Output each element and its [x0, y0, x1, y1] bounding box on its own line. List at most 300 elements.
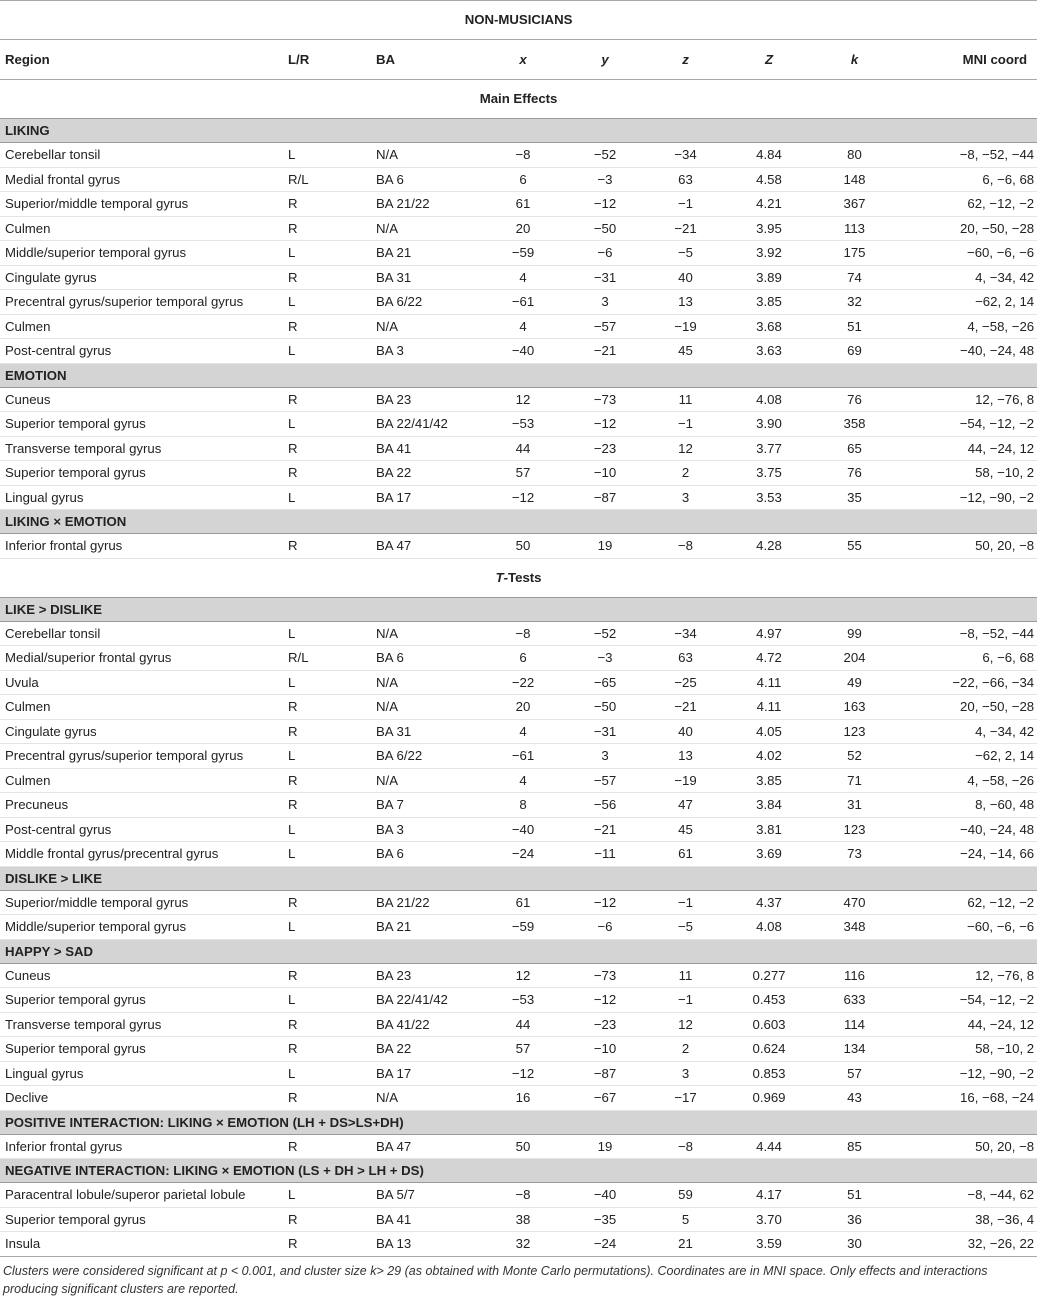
cell-z-score: 4.21 — [726, 192, 812, 217]
cell-hemisphere: L — [288, 143, 376, 168]
cell-coord-z: −8 — [645, 1134, 726, 1159]
table-row — [0, 290, 1037, 315]
table-row — [0, 412, 1037, 437]
cell-region: Lingual gyrus — [0, 485, 288, 510]
cell-coord-x: −8 — [481, 1183, 565, 1208]
group-label: POSITIVE INTERACTION: LIKING × EMOTION (LH + DS>LS+DH) — [0, 1110, 1037, 1134]
table-row — [0, 314, 1037, 339]
cell-coord-x: −12 — [481, 1061, 565, 1086]
table-row — [0, 719, 1037, 744]
ttests-heading-rest: -Tests — [503, 569, 542, 585]
cell-coord-x: −8 — [481, 143, 565, 168]
cell-coord-y: −73 — [565, 963, 645, 988]
table-row — [0, 143, 1037, 168]
group-label: LIKING × EMOTION — [0, 510, 1037, 534]
cell-mni-coord: 4, −58, −26 — [897, 768, 1037, 793]
cell-coord-z: 61 — [645, 842, 726, 867]
subheading-row — [0, 558, 1037, 597]
cell-region: Superior temporal gyrus — [0, 988, 288, 1013]
cell-cluster-size: 49 — [812, 670, 897, 695]
cell-hemisphere: R — [288, 461, 376, 486]
cell-brodmann-area: BA 41/22 — [376, 1012, 481, 1037]
table-row — [0, 621, 1037, 646]
cell-coord-y: −12 — [565, 192, 645, 217]
table-row — [0, 1183, 1037, 1208]
cell-brodmann-area: BA 47 — [376, 534, 481, 559]
cell-hemisphere: L — [288, 485, 376, 510]
cell-coord-x: 16 — [481, 1086, 565, 1111]
cell-coord-x: 61 — [481, 192, 565, 217]
cell-coord-y: −35 — [565, 1207, 645, 1232]
cell-cluster-size: 52 — [812, 744, 897, 769]
cell-coord-z: −1 — [645, 890, 726, 915]
cell-coord-x: −61 — [481, 290, 565, 315]
cell-mni-coord: 44, −24, 12 — [897, 1012, 1037, 1037]
cell-hemisphere: R — [288, 1086, 376, 1111]
table-title: NON-MUSICIANS — [0, 1, 1037, 40]
cell-region: Inferior frontal gyrus — [0, 1134, 288, 1159]
cell-coord-y: −3 — [565, 167, 645, 192]
cell-cluster-size: 36 — [812, 1207, 897, 1232]
cell-hemisphere: L — [288, 817, 376, 842]
cell-hemisphere: L — [288, 744, 376, 769]
cell-brodmann-area: N/A — [376, 670, 481, 695]
cell-coord-y: −57 — [565, 314, 645, 339]
cell-z-score: 4.11 — [726, 695, 812, 720]
table-row — [0, 646, 1037, 671]
cell-mni-coord: −62, 2, 14 — [897, 290, 1037, 315]
cell-coord-z: −19 — [645, 768, 726, 793]
group-label: HAPPY > SAD — [0, 939, 1037, 963]
cell-cluster-size: 367 — [812, 192, 897, 217]
cell-mni-coord: 12, −76, 8 — [897, 963, 1037, 988]
cell-z-score: 3.92 — [726, 241, 812, 266]
cell-z-score: 0.603 — [726, 1012, 812, 1037]
cell-coord-y: 19 — [565, 1134, 645, 1159]
cell-cluster-size: 348 — [812, 915, 897, 940]
cell-z-score: 4.08 — [726, 387, 812, 412]
table-row — [0, 793, 1037, 818]
cell-cluster-size: 57 — [812, 1061, 897, 1086]
table-row — [0, 768, 1037, 793]
table-footnote: Clusters were considered significant at p < 0.001, and cluster size k> 29 (as obtained with Monte Carlo permutations). Coordinates are in MNI space. Only effects and interactions producing significant clusters are reported. — [3, 1263, 988, 1296]
cell-z-score: 4.97 — [726, 621, 812, 646]
cell-coord-z: −34 — [645, 621, 726, 646]
cell-z-score: 4.58 — [726, 167, 812, 192]
cell-mni-coord: −22, −66, −34 — [897, 670, 1037, 695]
cell-mni-coord: 20, −50, −28 — [897, 216, 1037, 241]
table-row — [0, 241, 1037, 266]
table-row — [0, 670, 1037, 695]
group-header-row — [0, 510, 1037, 534]
cell-cluster-size: 85 — [812, 1134, 897, 1159]
cell-region: Post-central gyrus — [0, 339, 288, 364]
cell-coord-z: −1 — [645, 988, 726, 1013]
cell-coord-x: 4 — [481, 719, 565, 744]
cell-z-score: 4.17 — [726, 1183, 812, 1208]
cell-coord-y: −24 — [565, 1232, 645, 1257]
cell-coord-x: −59 — [481, 915, 565, 940]
table-row — [0, 1037, 1037, 1062]
cell-hemisphere: L — [288, 842, 376, 867]
cell-coord-x: 6 — [481, 167, 565, 192]
cell-coord-x: 32 — [481, 1232, 565, 1257]
cell-coord-y: −56 — [565, 793, 645, 818]
group-header-row — [0, 119, 1037, 143]
cell-z-score: 3.53 — [726, 485, 812, 510]
cell-z-score: 3.84 — [726, 793, 812, 818]
cell-hemisphere: R — [288, 387, 376, 412]
cell-region: Precentral gyrus/superior temporal gyrus — [0, 290, 288, 315]
cell-hemisphere: L — [288, 1183, 376, 1208]
cell-mni-coord: 6, −6, 68 — [897, 167, 1037, 192]
cell-mni-coord: 32, −26, 22 — [897, 1232, 1037, 1257]
cell-coord-z: 40 — [645, 719, 726, 744]
cell-z-score: 0.277 — [726, 963, 812, 988]
cell-cluster-size: 43 — [812, 1086, 897, 1111]
cell-z-score: 3.81 — [726, 817, 812, 842]
cell-coord-y: −6 — [565, 915, 645, 940]
cell-region: Transverse temporal gyrus — [0, 436, 288, 461]
cell-brodmann-area: BA 6 — [376, 646, 481, 671]
cell-z-score: 4.84 — [726, 143, 812, 168]
cell-z-score: 0.453 — [726, 988, 812, 1013]
cell-brodmann-area: BA 22 — [376, 461, 481, 486]
cell-brodmann-area: N/A — [376, 621, 481, 646]
cell-cluster-size: 633 — [812, 988, 897, 1013]
cell-region: Culmen — [0, 695, 288, 720]
cell-hemisphere: R — [288, 963, 376, 988]
cell-coord-x: 4 — [481, 768, 565, 793]
header-Z: Z — [726, 40, 812, 80]
cell-coord-z: −1 — [645, 412, 726, 437]
cell-z-score: 4.72 — [726, 646, 812, 671]
cell-coord-y: −57 — [565, 768, 645, 793]
cell-coord-z: −25 — [645, 670, 726, 695]
cell-coord-x: 57 — [481, 1037, 565, 1062]
cell-mni-coord: 6, −6, 68 — [897, 646, 1037, 671]
cell-region: Declive — [0, 1086, 288, 1111]
cell-cluster-size: 123 — [812, 817, 897, 842]
cell-mni-coord: 58, −10, 2 — [897, 461, 1037, 486]
cell-coord-y: −21 — [565, 817, 645, 842]
cell-brodmann-area: BA 41 — [376, 436, 481, 461]
cell-hemisphere: R — [288, 1207, 376, 1232]
cell-coord-y: −65 — [565, 670, 645, 695]
cell-brodmann-area: BA 23 — [376, 963, 481, 988]
cell-coord-y: −40 — [565, 1183, 645, 1208]
cell-coord-x: 12 — [481, 387, 565, 412]
cell-coord-x: −40 — [481, 817, 565, 842]
table-row — [0, 890, 1037, 915]
cell-coord-z: 12 — [645, 436, 726, 461]
table-row — [0, 1134, 1037, 1159]
cell-brodmann-area: BA 31 — [376, 265, 481, 290]
cell-region: Culmen — [0, 314, 288, 339]
cell-mni-coord: −60, −6, −6 — [897, 915, 1037, 940]
cell-brodmann-area: BA 41 — [376, 1207, 481, 1232]
cell-hemisphere: L — [288, 290, 376, 315]
table-row — [0, 1207, 1037, 1232]
cell-coord-x: 38 — [481, 1207, 565, 1232]
cell-z-score: 4.11 — [726, 670, 812, 695]
cell-coord-x: 50 — [481, 1134, 565, 1159]
cell-brodmann-area: BA 47 — [376, 1134, 481, 1159]
table-row — [0, 842, 1037, 867]
cell-coord-z: 5 — [645, 1207, 726, 1232]
cell-coord-z: 13 — [645, 744, 726, 769]
cell-coord-y: −10 — [565, 461, 645, 486]
cell-coord-y: −52 — [565, 621, 645, 646]
cell-region: Post-central gyrus — [0, 817, 288, 842]
cell-cluster-size: 116 — [812, 963, 897, 988]
table-row — [0, 436, 1037, 461]
cell-coord-z: 13 — [645, 290, 726, 315]
cell-mni-coord: 44, −24, 12 — [897, 436, 1037, 461]
cell-brodmann-area: N/A — [376, 768, 481, 793]
cell-hemisphere: L — [288, 988, 376, 1013]
cell-brodmann-area: BA 6/22 — [376, 290, 481, 315]
cell-coord-z: 47 — [645, 793, 726, 818]
cell-hemisphere: L — [288, 412, 376, 437]
cell-region: Superior temporal gyrus — [0, 412, 288, 437]
cell-mni-coord: 38, −36, 4 — [897, 1207, 1037, 1232]
cell-mni-coord: 58, −10, 2 — [897, 1037, 1037, 1062]
header-y: y — [565, 40, 645, 80]
table-row — [0, 265, 1037, 290]
cell-hemisphere: L — [288, 621, 376, 646]
table-row — [0, 915, 1037, 940]
cell-z-score: 4.37 — [726, 890, 812, 915]
cell-coord-x: 4 — [481, 314, 565, 339]
table-row — [0, 1232, 1037, 1257]
cell-cluster-size: 65 — [812, 436, 897, 461]
cell-brodmann-area: BA 22/41/42 — [376, 412, 481, 437]
group-header-row — [0, 939, 1037, 963]
cell-region: Superior temporal gyrus — [0, 461, 288, 486]
cell-cluster-size: 32 — [812, 290, 897, 315]
header-lr: L/R — [288, 40, 376, 80]
cell-coord-x: 57 — [481, 461, 565, 486]
cell-coord-y: −11 — [565, 842, 645, 867]
cell-region: Uvula — [0, 670, 288, 695]
cell-region: Cingulate gyrus — [0, 719, 288, 744]
cell-coord-x: 20 — [481, 695, 565, 720]
cell-region: Middle/superior temporal gyrus — [0, 915, 288, 940]
header-k: k — [812, 40, 897, 80]
cell-cluster-size: 76 — [812, 387, 897, 412]
cell-coord-z: 12 — [645, 1012, 726, 1037]
cell-z-score: 3.63 — [726, 339, 812, 364]
cell-cluster-size: 71 — [812, 768, 897, 793]
cell-brodmann-area: BA 21/22 — [376, 192, 481, 217]
cell-coord-z: 40 — [645, 265, 726, 290]
cell-hemisphere: R — [288, 695, 376, 720]
cell-hemisphere: R — [288, 890, 376, 915]
table-row — [0, 817, 1037, 842]
cell-z-score: 3.70 — [726, 1207, 812, 1232]
table-row — [0, 461, 1037, 486]
cell-hemisphere: R — [288, 436, 376, 461]
cell-region: Lingual gyrus — [0, 1061, 288, 1086]
cell-coord-z: −34 — [645, 143, 726, 168]
cell-coord-z: 2 — [645, 1037, 726, 1062]
cell-coord-z: 11 — [645, 963, 726, 988]
cell-brodmann-area: BA 21/22 — [376, 890, 481, 915]
cell-coord-z: 59 — [645, 1183, 726, 1208]
table-row — [0, 744, 1037, 769]
table-row — [0, 988, 1037, 1013]
cell-z-score: 3.77 — [726, 436, 812, 461]
cell-coord-y: −3 — [565, 646, 645, 671]
table-row — [0, 192, 1037, 217]
cell-coord-y: −31 — [565, 265, 645, 290]
cell-hemisphere: R — [288, 314, 376, 339]
cell-coord-x: 20 — [481, 216, 565, 241]
cell-coord-y: −23 — [565, 1012, 645, 1037]
subheading-row — [0, 80, 1037, 119]
cell-brodmann-area: BA 21 — [376, 241, 481, 266]
cell-mni-coord: 4, −58, −26 — [897, 314, 1037, 339]
cell-coord-y: −12 — [565, 890, 645, 915]
cell-z-score: 3.68 — [726, 314, 812, 339]
cell-hemisphere: R/L — [288, 167, 376, 192]
cell-cluster-size: 204 — [812, 646, 897, 671]
cell-hemisphere: R/L — [288, 646, 376, 671]
cell-coord-x: 61 — [481, 890, 565, 915]
cell-coord-y: −21 — [565, 339, 645, 364]
cell-coord-x: −53 — [481, 988, 565, 1013]
table-row — [0, 963, 1037, 988]
cell-region: Cerebellar tonsil — [0, 621, 288, 646]
cell-z-score: 0.624 — [726, 1037, 812, 1062]
cell-coord-z: −5 — [645, 241, 726, 266]
cell-coord-z: −5 — [645, 915, 726, 940]
cell-coord-z: 63 — [645, 646, 726, 671]
cell-z-score: 3.95 — [726, 216, 812, 241]
cell-z-score: 3.90 — [726, 412, 812, 437]
cell-mni-coord: −8, −44, 62 — [897, 1183, 1037, 1208]
cell-cluster-size: 80 — [812, 143, 897, 168]
cell-cluster-size: 76 — [812, 461, 897, 486]
cell-mni-coord: −12, −90, −2 — [897, 1061, 1037, 1086]
cell-cluster-size: 175 — [812, 241, 897, 266]
cell-coord-z: 21 — [645, 1232, 726, 1257]
cell-mni-coord: −40, −24, 48 — [897, 817, 1037, 842]
ttests-section — [0, 558, 1037, 1256]
column-header-row — [0, 40, 1037, 80]
cell-mni-coord: −54, −12, −2 — [897, 412, 1037, 437]
cell-region: Superior/middle temporal gyrus — [0, 192, 288, 217]
cell-mni-coord: 62, −12, −2 — [897, 890, 1037, 915]
footnote-row — [0, 1256, 1037, 1298]
cell-region: Cerebellar tonsil — [0, 143, 288, 168]
cell-brodmann-area: BA 17 — [376, 1061, 481, 1086]
cell-hemisphere: L — [288, 1061, 376, 1086]
cell-brodmann-area: BA 6 — [376, 842, 481, 867]
cell-brodmann-area: BA 21 — [376, 915, 481, 940]
cell-hemisphere: R — [288, 719, 376, 744]
cell-coord-y: −73 — [565, 387, 645, 412]
cell-hemisphere: R — [288, 265, 376, 290]
cell-region: Middle/superior temporal gyrus — [0, 241, 288, 266]
cell-coord-y: 3 — [565, 744, 645, 769]
cell-brodmann-area: BA 17 — [376, 485, 481, 510]
cell-coord-y: −52 — [565, 143, 645, 168]
cell-mni-coord: −40, −24, 48 — [897, 339, 1037, 364]
cell-z-score: 0.969 — [726, 1086, 812, 1111]
cell-coord-y: −23 — [565, 436, 645, 461]
group-label: EMOTION — [0, 363, 1037, 387]
table-row — [0, 216, 1037, 241]
cell-cluster-size: 99 — [812, 621, 897, 646]
cell-brodmann-area: N/A — [376, 695, 481, 720]
cell-coord-x: 44 — [481, 436, 565, 461]
cell-z-score: 3.75 — [726, 461, 812, 486]
cell-region: Medial frontal gyrus — [0, 167, 288, 192]
cell-coord-x: 6 — [481, 646, 565, 671]
cell-region: Paracentral lobule/superor parietal lobule — [0, 1183, 288, 1208]
group-header-row — [0, 363, 1037, 387]
cell-mni-coord: 4, −34, 42 — [897, 265, 1037, 290]
cell-cluster-size: 113 — [812, 216, 897, 241]
cell-hemisphere: L — [288, 915, 376, 940]
cell-cluster-size: 35 — [812, 485, 897, 510]
header-mni: MNI coord — [897, 40, 1037, 80]
cell-region: Middle frontal gyrus/precentral gyrus — [0, 842, 288, 867]
cell-brodmann-area: BA 22 — [376, 1037, 481, 1062]
header-region: Region — [0, 40, 288, 80]
cell-region: Superior temporal gyrus — [0, 1207, 288, 1232]
cell-brodmann-area: BA 3 — [376, 339, 481, 364]
cell-region: Cuneus — [0, 387, 288, 412]
header-z: z — [645, 40, 726, 80]
cell-brodmann-area: BA 13 — [376, 1232, 481, 1257]
group-header-row — [0, 1110, 1037, 1134]
cell-coord-z: 3 — [645, 1061, 726, 1086]
cell-cluster-size: 73 — [812, 842, 897, 867]
cell-coord-y: −12 — [565, 988, 645, 1013]
cell-mni-coord: −12, −90, −2 — [897, 485, 1037, 510]
cell-mni-coord: 50, 20, −8 — [897, 1134, 1037, 1159]
cell-hemisphere: L — [288, 670, 376, 695]
cell-coord-z: 63 — [645, 167, 726, 192]
cell-cluster-size: 51 — [812, 1183, 897, 1208]
cell-mni-coord: −8, −52, −44 — [897, 621, 1037, 646]
cell-cluster-size: 55 — [812, 534, 897, 559]
cell-brodmann-area: BA 5/7 — [376, 1183, 481, 1208]
cell-cluster-size: 114 — [812, 1012, 897, 1037]
cell-z-score: 3.59 — [726, 1232, 812, 1257]
group-label: NEGATIVE INTERACTION: LIKING × EMOTION (LS + DH > LH + DS) — [0, 1159, 1037, 1183]
cell-coord-x: −12 — [481, 485, 565, 510]
cell-z-score: 3.85 — [726, 768, 812, 793]
group-label: DISLIKE > LIKE — [0, 866, 1037, 890]
header-ba: BA — [376, 40, 481, 80]
cell-coord-z: −21 — [645, 695, 726, 720]
main-effects-section — [0, 80, 1037, 559]
cell-coord-z: −1 — [645, 192, 726, 217]
cell-coord-x: −53 — [481, 412, 565, 437]
cell-brodmann-area: N/A — [376, 314, 481, 339]
table-row — [0, 167, 1037, 192]
cell-z-score: 4.28 — [726, 534, 812, 559]
cell-coord-x: −59 — [481, 241, 565, 266]
cell-cluster-size: 30 — [812, 1232, 897, 1257]
cell-cluster-size: 163 — [812, 695, 897, 720]
table-row — [0, 534, 1037, 559]
cell-hemisphere: R — [288, 534, 376, 559]
